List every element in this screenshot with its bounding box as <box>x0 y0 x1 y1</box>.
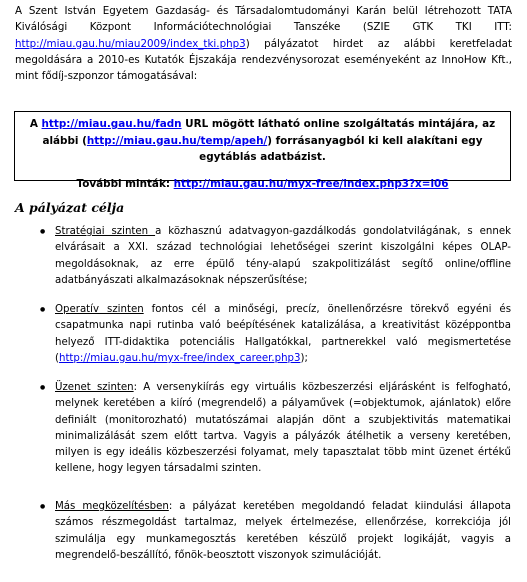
list-item <box>55 302 511 367</box>
box-text-a: A <box>29 118 42 130</box>
item-term: Üzenet szinten <box>55 382 134 393</box>
item-text: : A versenykiírás egy virtuális közbeszerzési eljárásként is felfogható, melynek keretében a kiíró (megrendelő) a pályaművek (=objektumok, ajánlatok) előre definiált (monitorozható) mutatószámai alapján dönt a szubjektivitás matematikai minimalizálását szem előtt tartva. Vagyis a pályázók átélhetik a verseny keretében, milyen is egy ideális közbeszerzési folyamat, mely tapasztalat több mint üzenet értékű kellene, hogy legyen társadalmi szinten. <box>55 382 511 475</box>
list-item <box>55 499 511 564</box>
intro-paragraph <box>15 3 512 84</box>
intro-text-after: ) pályázatot hirdet az alábbi keretfeladat megoldására a 2010-es Kutatók Éjszakája rendezvénysorozat eseményeként az InnoHow Kft., mint fődíj-szponzor támogatásával: <box>15 37 512 83</box>
list-item <box>55 380 511 478</box>
more-examples-label: További minták: <box>76 177 174 190</box>
item-term: Más megközelítésben <box>55 501 169 512</box>
section-title: A pályázat célja <box>15 200 125 215</box>
career-link[interactable]: http://miau.gau.hu/myx-free/index_career.php3 <box>58 352 301 364</box>
more-examples-link[interactable]: http://miau.gau.hu/myx-free/index.php3?x=i06 <box>173 177 449 190</box>
intro-text-before: A Szent István Egyetem Gazdaság- és Társadalomtudományi Karán belül létrehozott TATA Kiválósági Központ Információtechnológiai Tanszéke (SZIE GTK TKI ITT: <box>15 5 512 34</box>
item-text: fontos cél a minőségi, precíz, önellenőrzésre törekvő egyéni és csapatmunka napi rutinba való beépítésének katalizálása, a kreativitást középpontba helyező ITT-didaktika potenciális Hallgatókkal, partnerekkel való megismertetése ( <box>55 304 511 364</box>
box-text-b: URL mögött látható online szolgáltatás mintájára, az alábbi ( <box>42 118 496 147</box>
highlight-box <box>14 111 511 190</box>
item-term: Stratégiai szinten <box>55 226 156 237</box>
intro-link[interactable]: http://miau.gau.hu/miau2009/index_tki.php3 <box>15 37 246 50</box>
more-examples <box>15 176 510 193</box>
item-term: Operatív szinten <box>55 304 144 315</box>
item-text: : a pályázat keretében megoldandó feladat kiindulási állapota számos részmegoldást tartalmaz, melyek értelmezése, ellenőrzése, korrekciója jól szimulálja egy munkamegosztás keretében készülő projekt logikáját, vagyis a megrendelő-beszállító, főnök-beosztott viszonyok szimulációját. <box>55 501 511 561</box>
list-item <box>55 224 511 289</box>
item-text-after: ); <box>300 352 308 364</box>
fadn-link[interactable]: http://miau.gau.hu/fadn <box>41 118 182 130</box>
apeh-link[interactable]: http://miau.gau.hu/temp/apeh/ <box>86 134 268 147</box>
box-main-text <box>15 116 510 166</box>
box-text-c: ) forrásanyagból ki kell alakítani egy egytáblás adatbázist. <box>199 134 483 163</box>
item-text: a közhasznú adatvagyon-gazdálkodás gondolatvilágának, s ennek elvárásait a XXI. század technológiai lehetőségei szerint kiszolgálni képes OLAP-megoldásoknak, az erre épülő tény-alapú szakpolitizálást segítő online/offline adatbányászati alkalmazásoknak népszerűsítése; <box>55 226 511 286</box>
